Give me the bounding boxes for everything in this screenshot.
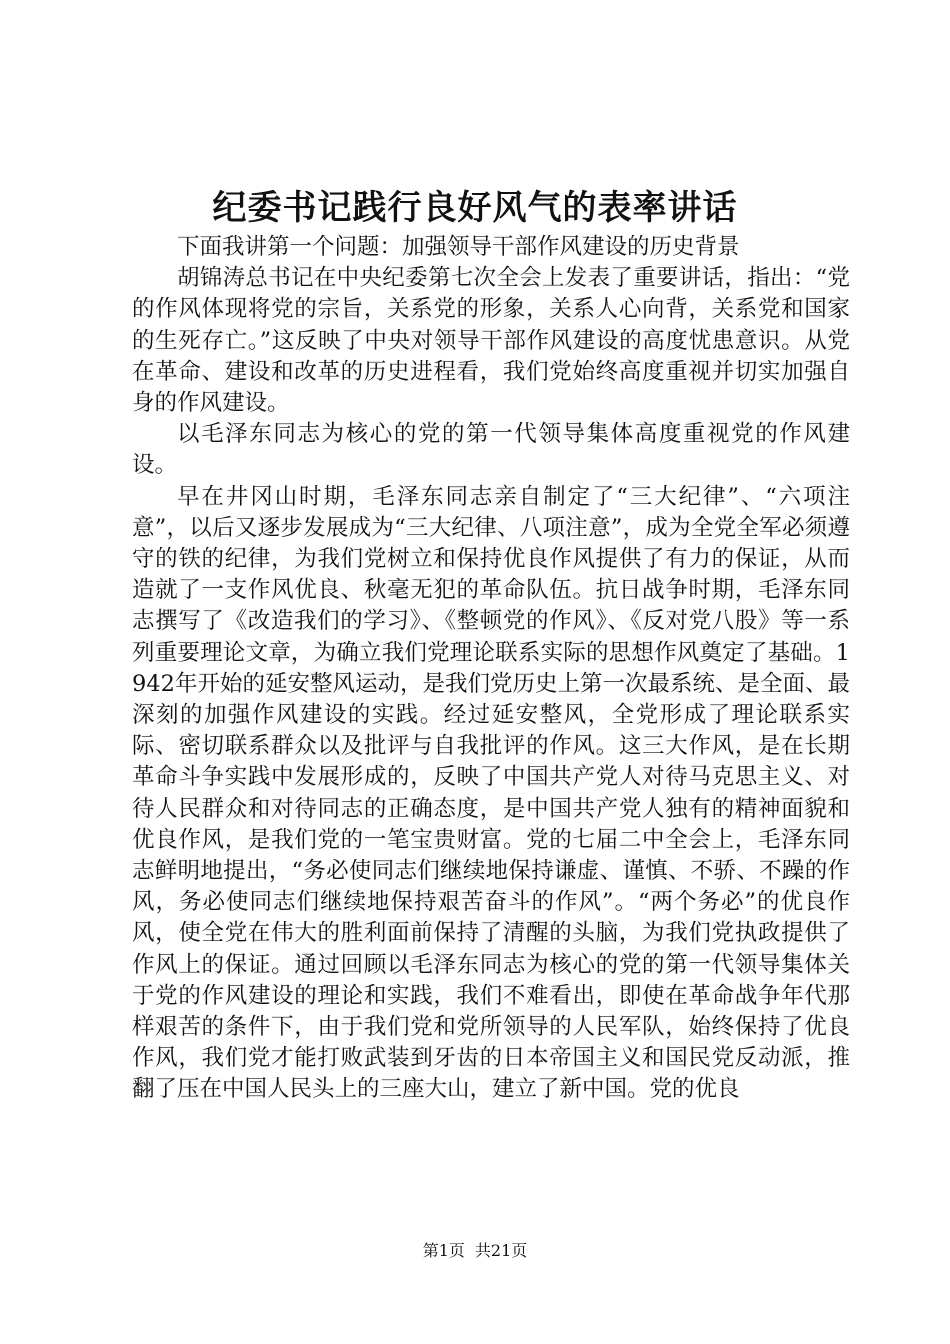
- page-number: 第1页: [422, 1241, 465, 1260]
- paragraph-heading: 下面我讲第一个问题：加强领导干部作风建设的历史背景: [177, 234, 740, 260]
- page-total: 共21页: [474, 1241, 528, 1260]
- document-title: 纪委书记践行良好风气的表率讲话: [212, 188, 738, 228]
- document-body: [132, 232, 850, 1106]
- paragraph: 胡锦涛总书记在中央纪委第七次全会上发表了重要讲话，指出：“党的作风体现将党的宗旨，关系党的形象，关系人心向背，关系党和国家的生死存亡。”这反映了中央对领导干部作风建设的高度忧患意识。从党在革命、建设和改革的历史进程看，我们党始终高度重视并切实加强自身的作风建设。: [132, 265, 850, 417]
- paragraph: 早在井冈山时期，毛泽东同志亲自制定了“三大纪律”、“六项注意”，以后又逐步发展成为“三大纪律、八项注意”，成为全党全军必须遵守的铁的纪律，为我们党树立和保持优良作风提供了有力的保证，从而造就了一支作风优良、秋毫无犯的革命队伍。抗日战争时期，毛泽东同志撰写了《改造我们的学习》、《整顿党的作风》、《反对党八股》等一系列重要理论文章，为确立我们党理论联系实际的思想作风奠定了基础。1942年开始的延安整风运动，是我们党历史上第一次最系统、是全面、最深刻的加强作风建设的实践。经过延安整风，全党形成了理论联系实际、密切联系群众以及批评与自我批评的作风。这三大作风，是在长期革命斗争实践中发展形成的，反映了中国共产党人对待马克思主义、对待人民群众和对待同志的正确态度，是中国共产党人独有的精神面貌和优良作风，是我们党的一笔宝贵财富。党的七届二中全会上，毛泽东同志鲜明地提出，“务必使同志们继续地保持谦虚、谨慎、不骄、不躁的作风，务必使同志们继续地保持艰苦奋斗的作风”。“两个务必”的优良作风，使全党在伟大的胜利面前保持了清醒的头脑，为我们党执政提供了作风上的保证。通过回顾以毛泽东同志为核心的党的第一代领导集体关于党的作风建设的理论和实践，我们不难看出，即使在革命战争年代那样艰苦的条件下，由于我们党和党所领导的人民军队，始终保持了优良作风，我们党才能打败武装到牙齿的日本帝国主义和国民党反动派，推翻了压在中国人民头上的三座大山，建立了新中国。党的优良: [132, 483, 850, 1103]
- paragraph: 以毛泽东同志为核心的党的第一代领导集体高度重视党的作风建设。: [132, 421, 850, 479]
- page-footer: [0, 1240, 950, 1262]
